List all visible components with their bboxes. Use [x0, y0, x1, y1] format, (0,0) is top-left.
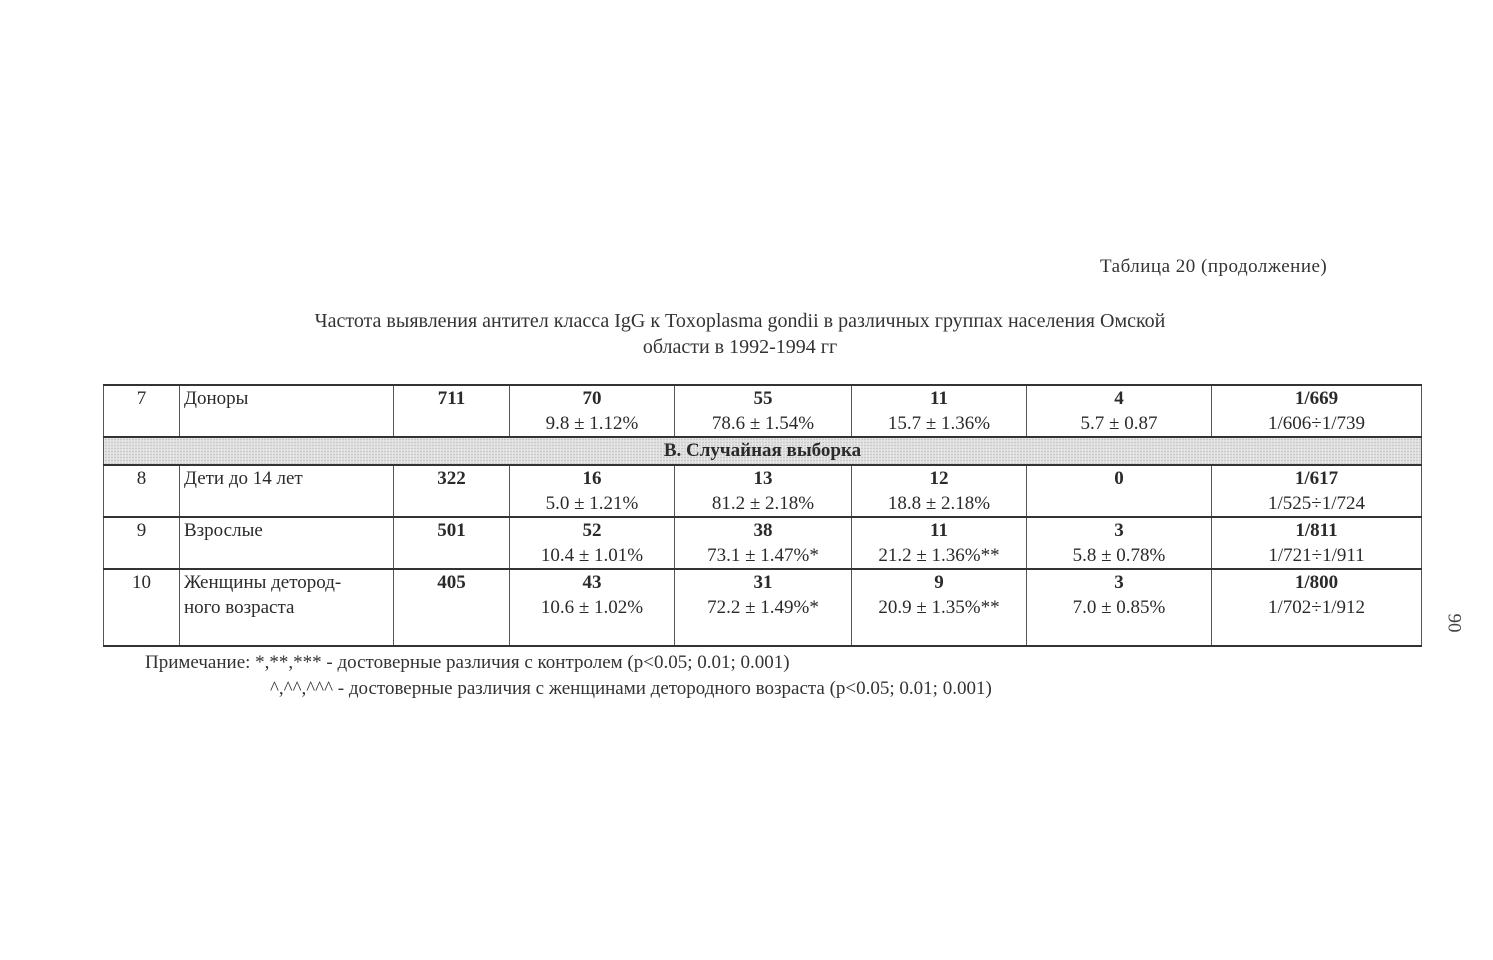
cell-c3: 11 21.2 ± 1.36%** [852, 517, 1027, 569]
group-name: Взрослые [180, 517, 394, 569]
cell-c5: 1/617 1/525÷1/724 [1212, 465, 1422, 517]
cell-c1: 43 10.6 ± 1.02% [510, 569, 675, 646]
cell-c4: 3 5.8 ± 0.78% [1027, 517, 1212, 569]
row-number: 7 [104, 385, 180, 437]
row-number: 8 [104, 465, 180, 517]
group-name: Дети до 14 лет [180, 465, 394, 517]
page-number: 90 [1443, 613, 1465, 633]
section-title: В. Случайная выборка [104, 437, 1422, 465]
cell-c4: 3 7.0 ± 0.85% [1027, 569, 1212, 646]
row-number: 10 [104, 569, 180, 646]
table-title [200, 308, 1280, 360]
group-name: Женщины детород- ного возраста [180, 569, 394, 646]
table-row [104, 517, 1422, 569]
cell-c5: 1/800 1/702÷1/912 [1212, 569, 1422, 646]
cell-c3: 11 15.7 ± 1.36% [852, 385, 1027, 437]
table-row [104, 569, 1422, 646]
table-row [104, 465, 1422, 517]
cell-c1: 52 10.4 ± 1.01% [510, 517, 675, 569]
cell-c4: 4 5.7 ± 0.87 [1027, 385, 1212, 437]
data-table [103, 384, 1422, 647]
cell-c2: 55 78.6 ± 1.54% [675, 385, 852, 437]
group-name: Доноры [180, 385, 394, 437]
footnote-line-1: Примечание: *,**,*** - достоверные различия с контролем (p<0.05; 0.01; 0.001) [145, 652, 790, 673]
total-count: 501 [394, 517, 510, 569]
cell-c1: 70 9.8 ± 1.12% [510, 385, 675, 437]
cell-c5: 1/669 1/606÷1/739 [1212, 385, 1422, 437]
total-count: 711 [394, 385, 510, 437]
footnote-line-2: ^,^^,^^^ - достоверные различия с женщинами детородного возраста (p<0.05; 0.01; 0.001) [270, 678, 992, 699]
total-count: 405 [394, 569, 510, 646]
cell-c4: 0 [1027, 465, 1212, 517]
cell-c2: 13 81.2 ± 2.18% [675, 465, 852, 517]
cell-c3: 12 18.8 ± 2.18% [852, 465, 1027, 517]
cell-c3: 9 20.9 ± 1.35%** [852, 569, 1027, 646]
cell-c2: 31 72.2 ± 1.49%* [675, 569, 852, 646]
table-row [104, 385, 1422, 437]
title-line-1: Частота выявления антител класса IgG к Toxoplasma gondii в различных группах населения Омской [314, 310, 1166, 332]
cell-c5: 1/811 1/721÷1/911 [1212, 517, 1422, 569]
table-caption: Таблица 20 (продолжение) [1100, 256, 1328, 277]
cell-c1: 16 5.0 ± 1.21% [510, 465, 675, 517]
title-line-2: области в 1992-1994 гг [642, 336, 838, 358]
row-number: 9 [104, 517, 180, 569]
total-count: 322 [394, 465, 510, 517]
section-header [104, 437, 1422, 465]
cell-c2: 38 73.1 ± 1.47%* [675, 517, 852, 569]
